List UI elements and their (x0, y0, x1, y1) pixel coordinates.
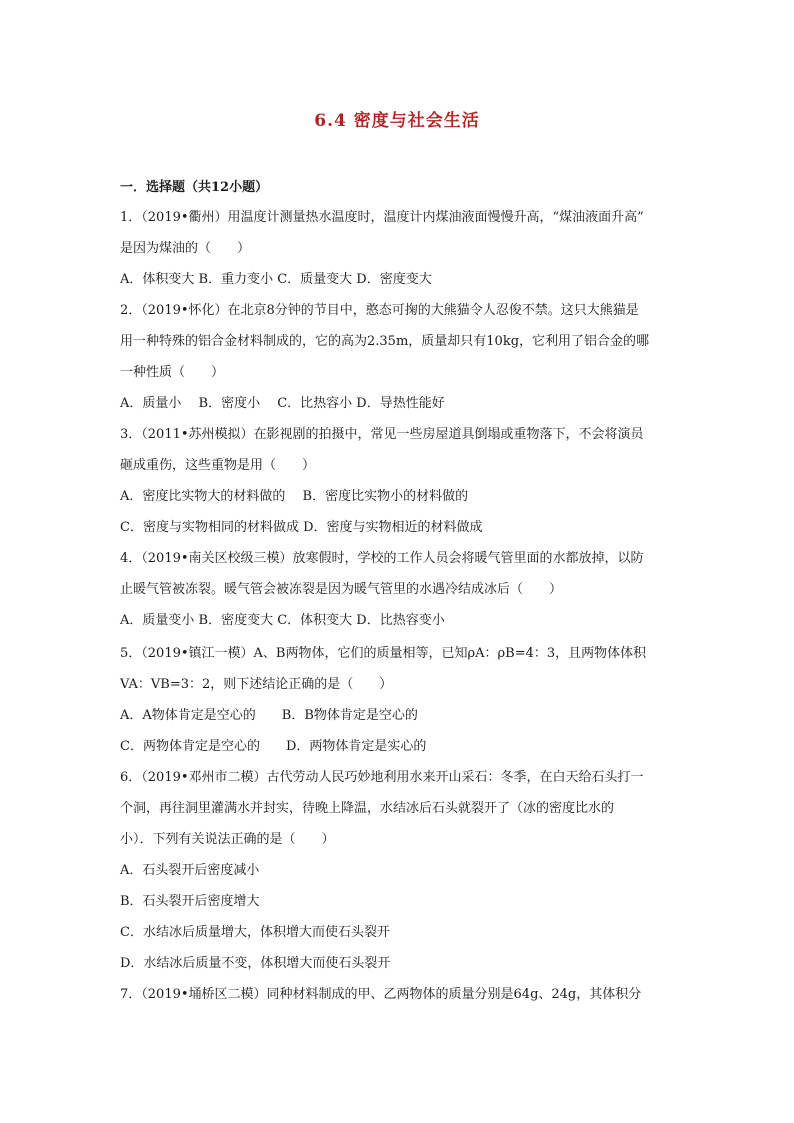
section-heading: 一．选择题（共12小题） (120, 180, 269, 195)
answer-options: A．A物体肯定是空心的 B．B物体肯定是空心的 (120, 708, 418, 723)
text-line: VA：VB=3：2，则下述结论正确的是（ ） (120, 677, 393, 692)
text-line: 砸成重伤，这些重物是用（ ） (120, 458, 316, 473)
text-line: 一种性质（ ） (120, 365, 225, 380)
answer-option: D．水结冰后质量不变，体积增大而使石头裂开 (120, 956, 391, 971)
text-line: 6．（2019•邓州市二模）古代劳动人民巧妙地利用水来开山采石：冬季，在白天给石头打一 (120, 770, 644, 785)
text-line: 5．（2019•镇江一模）A、B两物体，它们的质量相等，已知ρA：ρB=4：3，且两物体体积 (120, 646, 647, 661)
answer-option: C．水结冰后质量增大，体积增大而使石头裂开 (120, 925, 390, 940)
text-line: 用一种特殊的铝合金材料制成的，它的高为2.35m，质量却只有10kg，它利用了铝合金的哪 (120, 334, 650, 349)
answer-option: A．石头裂开后密度减小 (120, 863, 260, 878)
text-line: 7．（2019•埇桥区二模）同种材料制成的甲、乙两物体的质量分别是64g、24g，其体积分 (120, 987, 642, 1002)
answer-options: C．密度与实物相同的材料做成 D．密度与实物相近的材料做成 (120, 520, 483, 535)
text-line: 3．（2011•苏州模拟）在影视剧的拍摄中，常见一些房屋道具倒塌或重物落下，不会将演员 (120, 427, 644, 442)
answer-option: B．石头裂开后密度增大 (120, 894, 260, 909)
text-line: 2．（2019•怀化）在北京8分钟的节目中，憨态可掬的大熊猫令人忍俊不禁。这只大熊猫是 (120, 303, 639, 318)
answer-options: C．两物体肯定是空心的 D．两物体肯定是实心的 (120, 739, 427, 754)
answer-options: A．密度比实物大的材料做的 B．密度比实物小的材料做的 (120, 489, 469, 504)
answer-options: A．体积变大 B．重力变小 C．质量变大 D．密度变大 (120, 272, 432, 287)
text-line: 4．（2019•南关区校级三模）放寒假时，学校的工作人员会将暖气管里面的水都放掉，以防 (120, 551, 644, 566)
text-line: 个洞，再往洞里灌满水并封实，待晚上降温，水结冰后石头就裂开了（冰的密度比水的 (120, 801, 615, 816)
page-title: 6.4 密度与社会生活 (314, 111, 480, 131)
answer-options: A．质量小 B．密度小 C．比热容小 D．导热性能好 (120, 396, 445, 411)
text-line: 是因为煤油的（ ） (120, 241, 251, 256)
text-line: 1．（2019•衢州）用温度计测量热水温度时，温度计内煤油液面慢慢升高，“煤油液面升高” (120, 210, 644, 225)
text-line: 止暖气管被冻裂。暖气管会被冻裂是因为暖气管里的水遇冷结成冰后（ ） (120, 582, 563, 597)
answer-options: A．质量变小 B．密度变大 C．体积变大 D．比热容变小 (120, 613, 445, 628)
text-line: 小）．下列有关说法正确的是（ ） (120, 832, 335, 847)
